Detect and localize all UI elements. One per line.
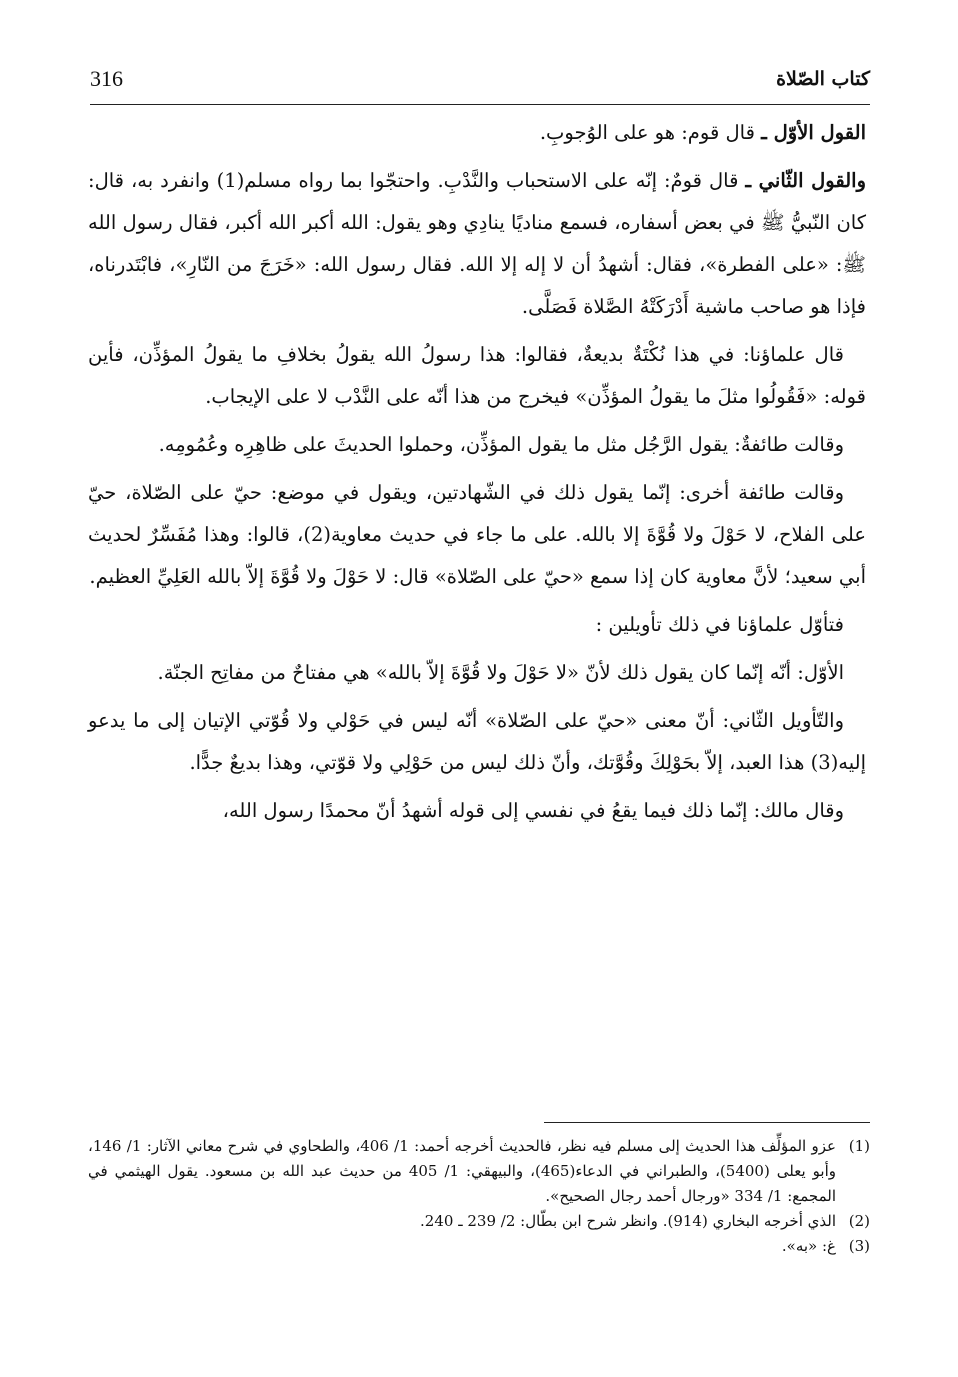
footnote-3 [88,1234,870,1259]
paragraph-first-opinion [88,112,866,154]
footnote-divider [544,1122,870,1123]
footnote-number: (3) [848,1237,870,1255]
running-title: كتاب الصّلاة [776,68,870,90]
page-header [90,64,870,105]
footnote-number: (2) [848,1212,870,1230]
paragraph-other-group-view: وقالت طائفة أخرى: إنّما يقول ذلك في الشّهادتين، ويقول في موضع: حيّ على الصّلاة، حيّ على الفلاح، لا حَوْلَ ولا قُوَّةَ إلا بالله. على ما جاء في حديث معاوية(2)، قالوا: وهذا مُفَسِّرٌ لحديث أبي سعيد؛ لأنَّ معاوية كان إذا سمع «حيّ على الصّلاة» قال: لا حَوْلَ ولا قُوَّةَ إلاّ بالله العَلِيِّ العظيم. [88,481,866,588]
footnote-text: عزو المؤلِّف هذا الحديث إلى مسلم فيه نظر، فالحديث أخرجه أحمد: 1/ 406، والطحاوي في شرح معاني الآثار: 1/ 146، وأبو يعلى (5400)، والطبراني في الدعاء(465)، والبيهقي: 1/ 405 من حديث عبد الله بن مسعود. يقول الهيثمي في المجمع: 1/ 334 «ورجال أحمد رجال الصحيح». [88,1137,837,1205]
footnote-text: غ: «به». [781,1237,836,1255]
page-number: 316 [90,66,123,91]
second-opinion-text: قال قومٌ: إنّه على الاستحباب والنَّدْبِ. واحتجّوا بما رواه مسلم(1) وانفرد به، قال: كان النّبيُّ ﷺ في بعض أسفاره، فسمع مناديًا ينادِي وهو يقول: الله أكبر الله أكبر، فقال رسول الله ﷺ: «على الفطرة»، فقال: أشهدُ أن لا إله إلا الله. فقال رسول الله: «خَرَجَ من النّارِ»، فابْتَدرناه، فإذا هو صاحب ماشية أَدْرَكَتْهُ الصَّلاة فَصَلَّى. [88,169,866,318]
footnotes [88,1134,870,1259]
second-opinion-heading: والقول الثّاني ـ [745,169,866,192]
paragraph-second-interpretation: والتّأويل الثّاني: أنّ معنى «حيّ على الصّلاة» أنّه ليس في حَوْلي ولا قُوّتي الإتيان إلى ما يدعو إليه(3) هذا العبد، إلاّ بحَوْلِكَ وقُوَّتك، وأنّ ذلك ليس من حَوْلِي ولا قوّتي، وهذا بديعٌ جدًّا. [88,709,866,774]
paragraph-malik-saying: وقال مالك: إنّما ذلك فيما يقعُ في نفسي إلى قوله أشهدُ أنّ محمدًا رسول الله، [222,799,844,822]
paragraph-first-interpretation: الأوّل: أنّه إنّما كان يقول ذلك لأنّ «لا حَوْلَ ولا قُوَّةَ إلاّ بالله» هي مفتاحٌ من مفاتِح الجنّة. [157,661,844,684]
paragraph-group-view: وقالت طائفةٌ: يقول الرَّجُل مثل ما يقول المؤذِّن، وحملوا الحديثَ على ظاهِرِه وعُمُومِه. [158,433,844,456]
footnote-1 [88,1134,870,1209]
paragraph-two-interpretations: فتأوّل علماؤنا في ذلك تأويلين : [595,613,844,636]
footnote-2 [88,1209,870,1234]
main-text [88,112,866,838]
first-opinion-heading: القول الأوّل ـ [761,121,866,144]
first-opinion-text: قال قوم: هو على الوُجوبِ. [539,121,762,144]
paragraph-scholars-note: قال علماؤنا: في هذا نُكْتَةٌ بديعةٌ، فقالوا: هذا رسولُ الله يقولُ بخلافِ ما يقولُ المؤذِّن، فأين قوله: «فَقُولُوا مثلَ ما يقولُ المؤذِّن» فيخرج من هذا أنّه على النَّدْب لا على الإيجاب. [88,343,866,408]
paragraph-second-opinion [88,160,866,328]
footnote-text: الذي أخرجه البخاري (914). وانظر شرح ابن بطّال: 2/ 239 ـ 240. [420,1212,836,1230]
footnote-number: (1) [848,1137,870,1155]
